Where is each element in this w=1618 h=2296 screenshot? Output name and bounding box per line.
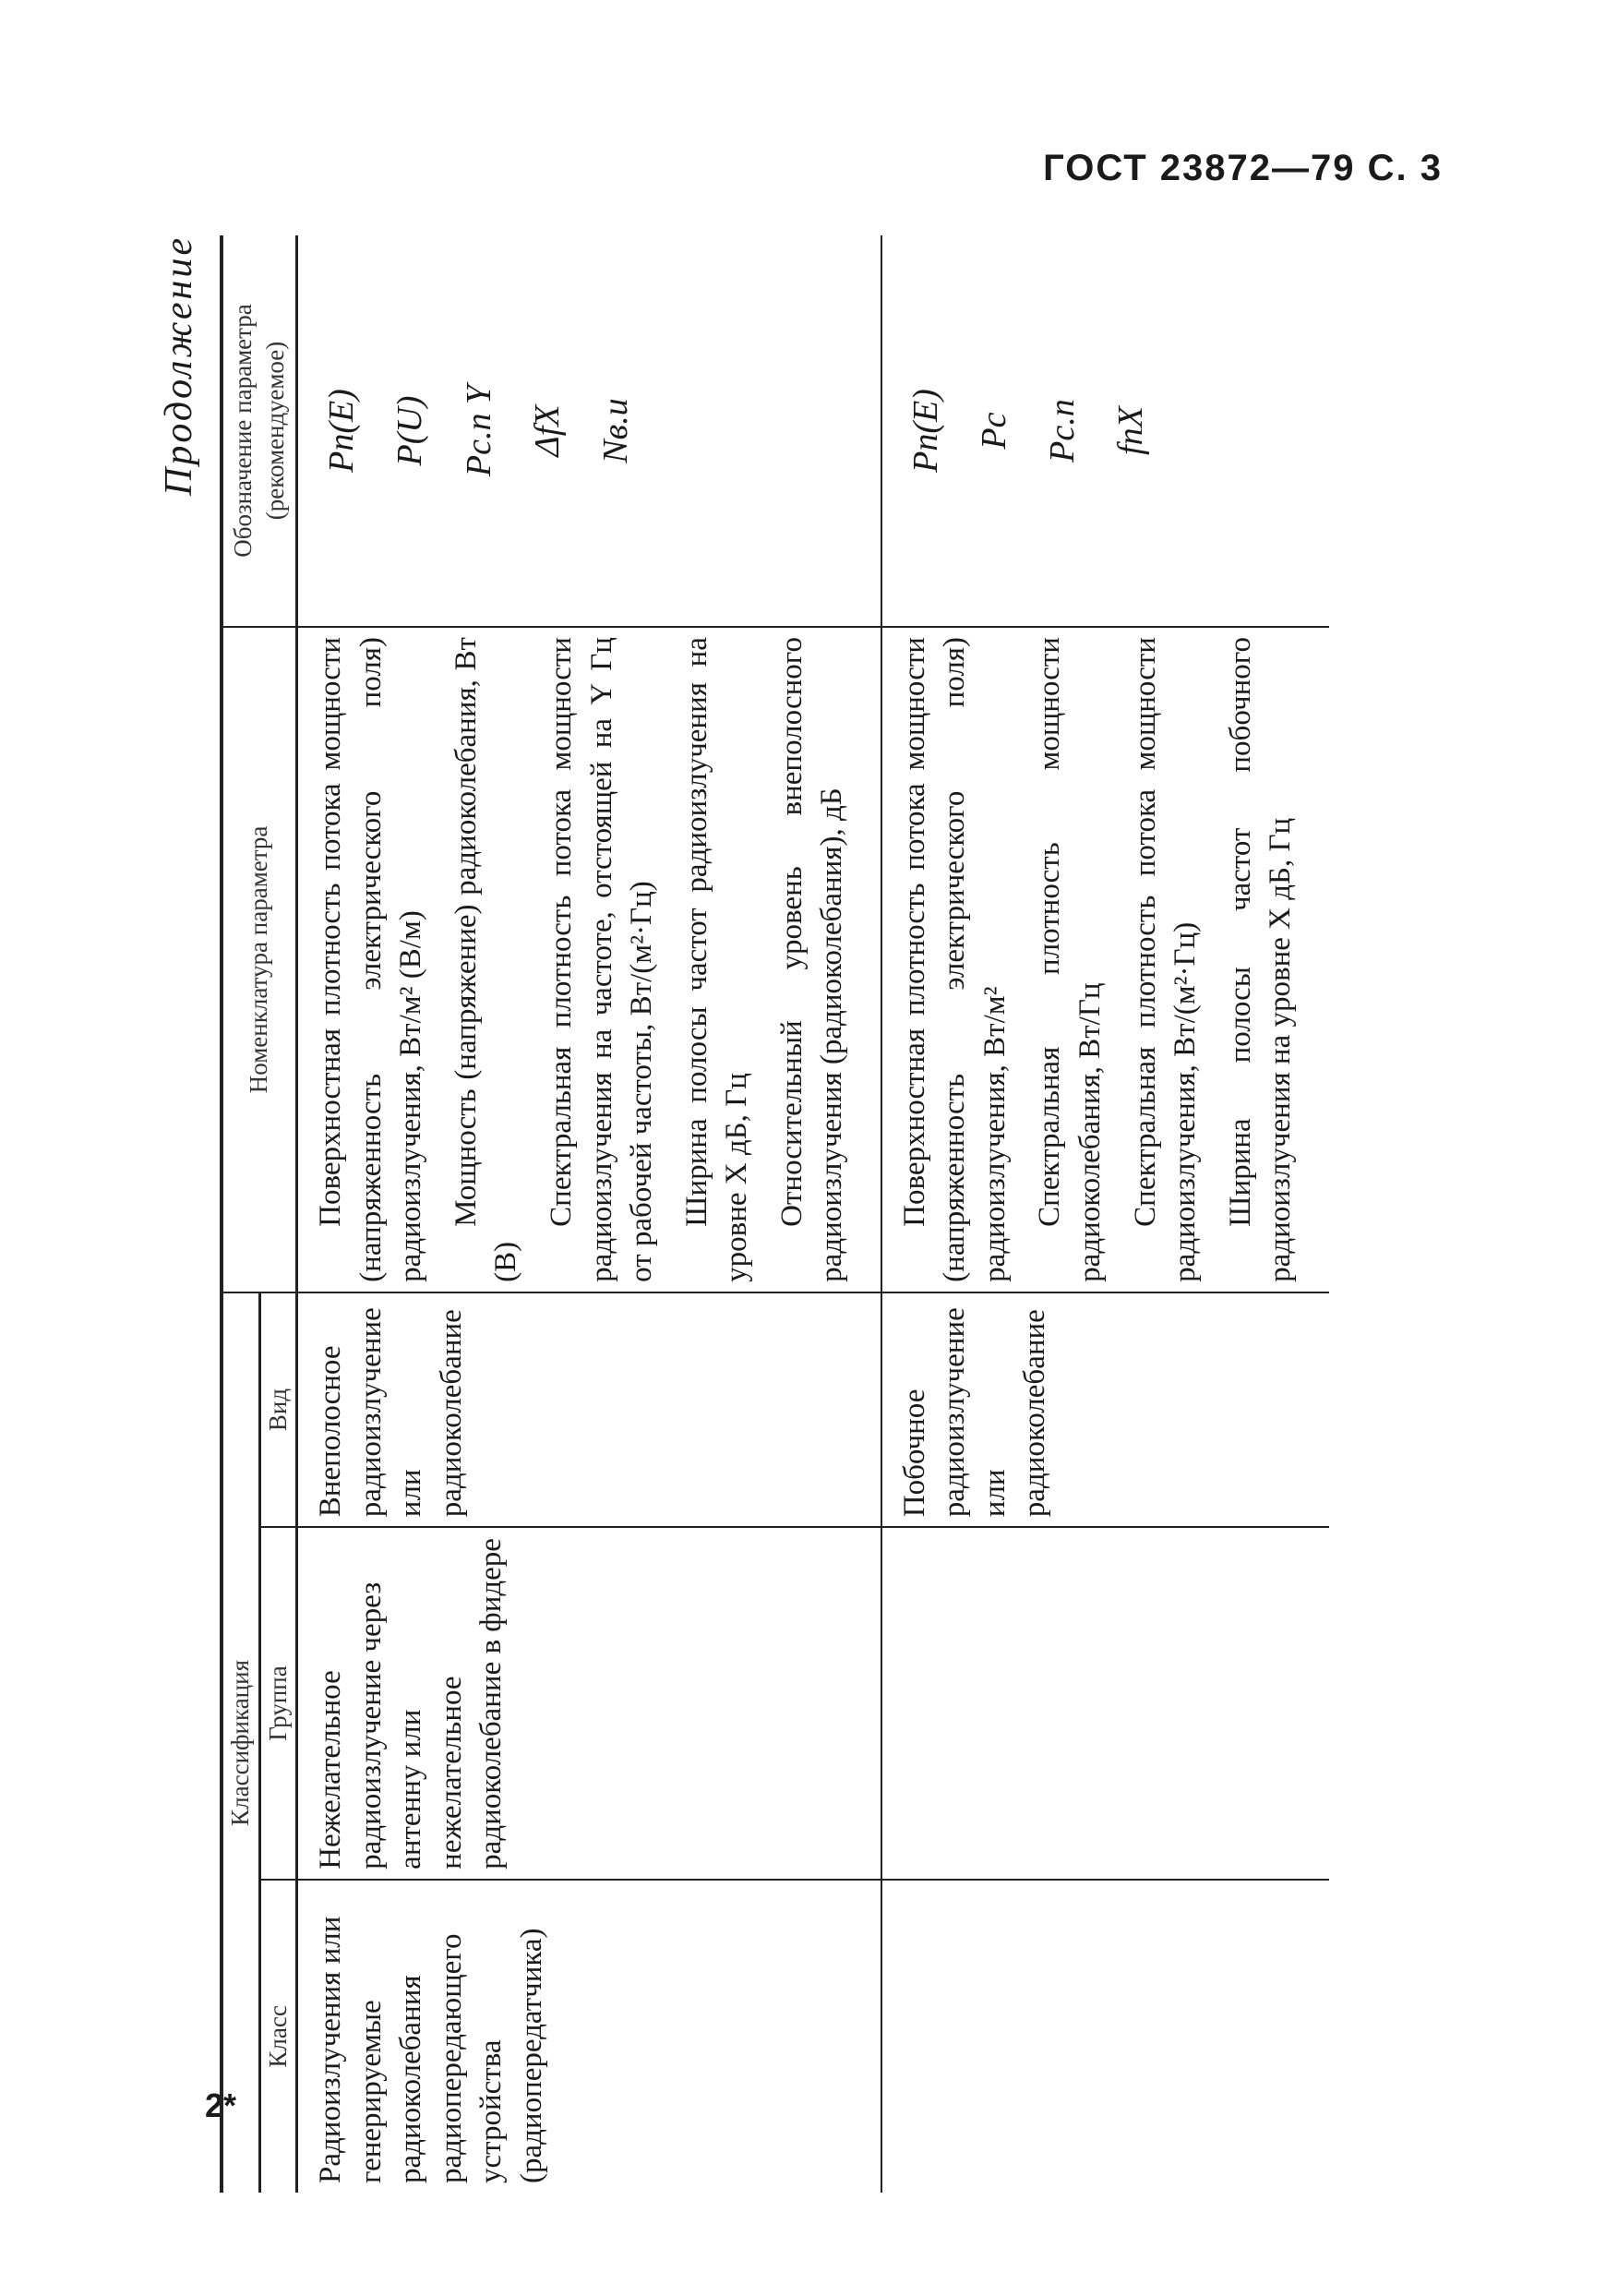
table-row [297,235,881,2193]
rotated-table-block [157,235,1468,2193]
param-text: Ширина полосы частот радиоизлучения на уровне X дБ, Гц [679,637,754,1282]
cell-symbols [297,235,881,627]
param-text: Относительный уровень внеполосного радиоизлучения (радиоколебания), дБ [774,637,849,1282]
param-symbol: Pс [974,412,1013,450]
header-classification: Классификация [222,1292,259,2193]
header-class: Класс [259,1880,297,2193]
cell-nomenclature [881,627,1329,1292]
param-symbol: P(U) [390,395,430,466]
param-text: Спектральная плотность потока мощности радиоизлучения, Вт/(м²·Гц) [1128,637,1203,1282]
param-symbol: Pс.п [1043,399,1083,463]
param-symbol: ΔfX [527,404,567,457]
param-symbol: fпX [1111,406,1151,455]
header-vid: Вид [259,1292,297,1527]
param-text: Ширина полосы частот побочного радиоизлучения на уровне X дБ, Гц [1223,637,1298,1282]
header-group: Группа [259,1527,297,1880]
page-header: ГОСТ 23872—79 С. 3 [1043,148,1443,188]
cell-nomenclature [297,627,881,1292]
param-text: Спектральная плотность мощности радиоколебания, Вт/Гц [1033,637,1107,1282]
param-text: Поверхностная плотность потока мощности (напряженность электрического поля) радиоизлучения, Вт/м² (В/м) [314,637,428,1282]
cell-group: Нежелательное радиоизлучение через антенну или нежелательное радиоколебание в фидере [297,1527,881,1880]
param-symbol: Nв.и [595,398,635,463]
cell-symbols [881,235,1329,627]
param-symbol: Pп(E) [905,389,945,473]
cell-class: Радиоизлучения или генерируемые радиоколебания радиопередающего устройства (радиопередатчика) [314,1916,548,2183]
param-text: Поверхностная плотность потока мощности (напряженность электрического поля) радиоизлучения, Вт/м² [897,637,1012,1282]
header-symbol: Обозначение параметра (рекомендуемое) [222,235,297,627]
cell-group [881,1527,1329,1880]
header-nomenclature: Номенклатура параметра [222,627,297,1292]
signature-mark: 2* [205,2086,237,2124]
param-symbol: Pс.п Y [459,384,498,477]
param-text: Спектральная плотность потока мощности радиоизлучения на частоте, отстоящей на Y Гц от рабочей частоты, Вт/(м²·Гц) [544,637,659,1282]
continuation-label: Продолжение [158,235,200,496]
table-row [881,235,1329,2193]
param-symbol: Pп(E) [322,389,362,473]
cell-vid: Побочное радиоизлучение или радиоколебание [881,1292,1329,1527]
cell-vid: Внеполосное радиоизлучение или радиоколебание [297,1292,881,1527]
cell-class [881,1880,1329,2193]
param-text: Мощность (напряжение) радиоколебания, Вт (В) [449,637,523,1282]
classification-table [220,235,1329,2193]
